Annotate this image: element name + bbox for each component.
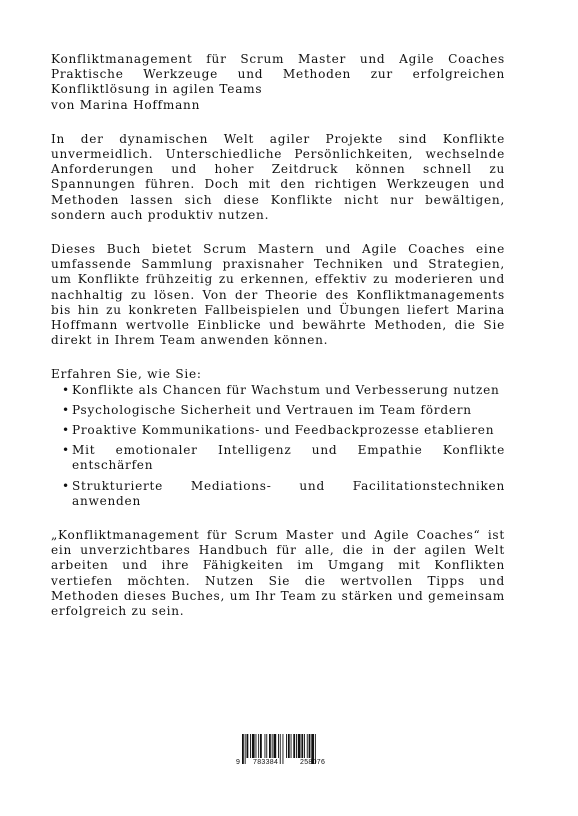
benefits-list [51, 383, 505, 509]
barcode-bar [301, 734, 303, 758]
barcode-bar [283, 734, 284, 764]
bullet-icon: • [62, 478, 70, 493]
barcode-group-1: 783384 [253, 759, 279, 766]
list-item [51, 403, 505, 418]
intro-paragraph: In der dynamischen Welt agiler Projekte sind Konflikte unvermeidlich. Unterschiedliche Persönlichkeiten, wechselnde Anforderungen und hoher Zeitdruck können schnell zu Spannungen führen. Doch mit den richtigen Werkzeugen und Methoden lassen sich diese Konflikte nicht nur bewältigen, sondern auch produktiv nutzen. [51, 131, 505, 222]
book-subtitle-line-1: Praktische Werkzeuge und Methoden zur erfolgreichen [51, 67, 505, 82]
paragraph-spacer [51, 514, 505, 528]
paragraph-spacer [51, 348, 505, 367]
list-item-text: Strukturierte Mediations- und Facilitationstechniken anwenden [72, 478, 505, 508]
barcode-bar [272, 734, 273, 758]
description-paragraph: Dieses Buch bietet Scrum Mastern und Agile Coaches eine umfassende Sammlung praxisnaher Techniken und Strategien, um Konflikte frühzeitig zu erkennen, effektiv zu moderieren und nachhaltig zu lösen. Von der Theorie des Konfliktmanagements bis hin zu konkreten Fallbeispielen und Übungen liefert Marina Hoffmann wertvolle Einblicke und bewährte Methoden, die Sie direkt in Ihrem Team anwenden können. [51, 242, 505, 348]
barcode-bar [309, 734, 311, 758]
barcode-prefix-digit: 9 [236, 759, 241, 766]
barcode-bar [250, 734, 251, 758]
list-item [51, 479, 505, 509]
list-item [51, 383, 505, 398]
book-title: Konfliktmanagement für Scrum Master und Agile Coaches [51, 52, 505, 66]
barcode-bar [242, 734, 244, 764]
list-item-text: Psychologische Sicherheit und Vertrauen im Team fördern [72, 402, 472, 417]
paragraph-spacer [51, 223, 505, 242]
back-cover-text [51, 52, 505, 619]
closing-paragraph: „Konfliktmanagement für Scrum Master und Agile Coaches“ ist ein unverzichtbares Handbuch für alle, die in der agilen Welt arbeiten und ihre Fähigkeiten im Umgang mit Konflikten vertiefen möchten. Nutzen Sie die wertvollen Tipps und Methoden dieses Buches, um Ihr Team zu stärken und gemeinsam erfolgreich zu sein. [51, 528, 505, 619]
list-item-text: Konflikte als Chancen für Wachstum und Verbesserung nutzen [72, 382, 500, 397]
barcode-bar [278, 734, 279, 758]
bullet-icon: • [62, 402, 70, 417]
barcode-bar [247, 734, 249, 758]
bullet-icon: • [62, 443, 70, 458]
isbn-barcode [236, 734, 340, 776]
list-item [51, 423, 505, 438]
barcode-bar [266, 734, 267, 758]
barcode-bar [258, 734, 259, 758]
barcode-group-2: 258076 [300, 759, 326, 766]
barcode-bar [280, 734, 281, 764]
list-item-text: Mit emotionaler Intelligenz und Empathie Konflikte entschärfen [72, 443, 505, 473]
list-heading: Erfahren Sie, wie Sie: [51, 367, 202, 382]
book-header [51, 52, 505, 113]
bullet-icon: • [62, 382, 70, 397]
barcode-bar [265, 734, 266, 758]
book-subtitle-line-2: Konfliktlösung in agilen Teams [51, 82, 263, 97]
barcode-bar [291, 734, 292, 758]
barcode-bar [298, 734, 301, 758]
list-item [51, 443, 505, 473]
barcode-bar [307, 734, 308, 758]
bullet-icon: • [62, 423, 70, 438]
barcode-bar [245, 734, 246, 764]
barcode-bar [256, 734, 257, 758]
book-author: von Marina Hoffmann [51, 97, 201, 112]
barcode-bar [286, 734, 287, 758]
barcode-bar [296, 734, 297, 758]
barcode-bar [274, 734, 277, 758]
list-item-text: Proaktive Kommunikations- und Feedbackprozesse etablieren [72, 423, 495, 438]
paragraph-spacer [51, 113, 505, 132]
barcode-bar [304, 734, 305, 758]
barcode-bar [293, 734, 295, 758]
barcode-bar [269, 734, 271, 758]
barcode-bar [252, 734, 255, 758]
barcode-bar [260, 734, 262, 758]
barcode-bar [288, 734, 290, 758]
